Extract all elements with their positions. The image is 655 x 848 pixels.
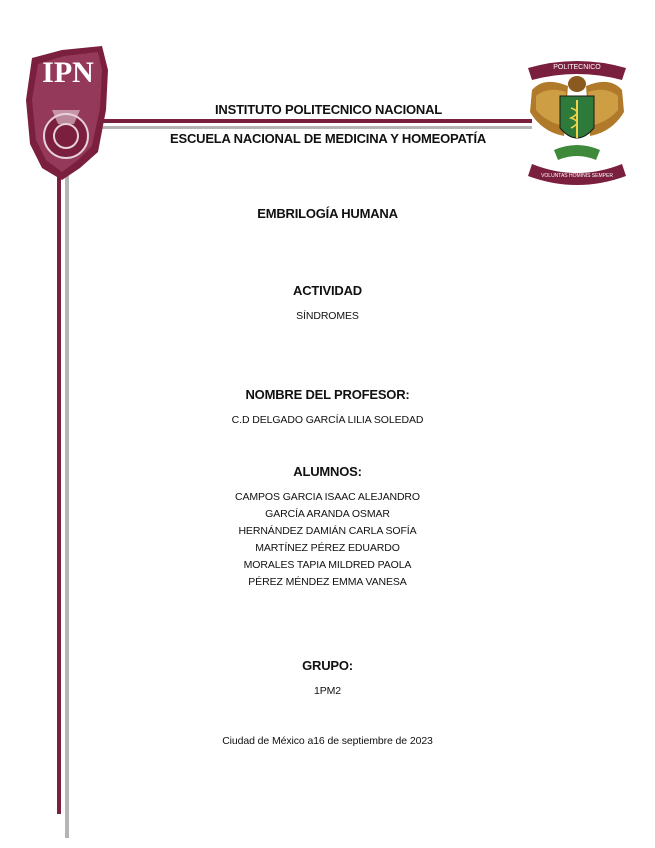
student-name: MARTÍNEZ PÉREZ EDUARDO — [255, 542, 400, 554]
group-value: 1PM2 — [313, 685, 342, 697]
activity-value: SÍNDROMES — [296, 310, 359, 322]
horizontal-gray-line — [98, 126, 532, 129]
school-title: ESCUELA NACIONAL DE MEDICINA Y HOMEOPATÍA — [170, 131, 487, 146]
coat-motto-text: VOLUNTAS HOMINIS SEMPER — [541, 173, 613, 179]
vertical-maroon-line — [57, 150, 61, 814]
professor-name: C.D DELGADO GARCÍA LILIA SOLEDAD — [231, 414, 424, 426]
student-name: HERNÁNDEZ DAMIÁN CARLA SOFÍA — [238, 525, 417, 537]
student-name: MORALES TAPIA MILDRED PAOLA — [243, 559, 412, 571]
institute-title: INSTITUTO POLITECNICO NACIONAL — [215, 102, 443, 117]
student-name: GARCÍA ARANDA OSMAR — [265, 508, 390, 520]
enmh-coat-of-arms-icon — [524, 56, 630, 188]
professor-label: NOMBRE DEL PROFESOR: — [245, 387, 410, 402]
student-name: PÉREZ MÉNDEZ EMMA VANESA — [248, 576, 407, 588]
ipn-logo-text: IPN — [42, 56, 94, 89]
student-name: CAMPOS GARCIA ISAAC ALEJANDRO — [235, 491, 420, 503]
group-label: GRUPO: — [302, 658, 353, 673]
horizontal-maroon-line — [98, 119, 532, 123]
students-label: ALUMNOS: — [293, 464, 362, 479]
enmh-logo — [524, 56, 630, 188]
coat-banner-text: POLITECNICO — [553, 64, 601, 71]
subject-title: EMBRILOGÍA HUMANA — [257, 206, 398, 221]
ipn-logo-icon — [22, 40, 114, 182]
ipn-logo — [22, 40, 114, 182]
date-line: Ciudad de México a16 de septiembre de 2023 — [222, 735, 433, 747]
activity-label: ACTIVIDAD — [293, 283, 362, 298]
